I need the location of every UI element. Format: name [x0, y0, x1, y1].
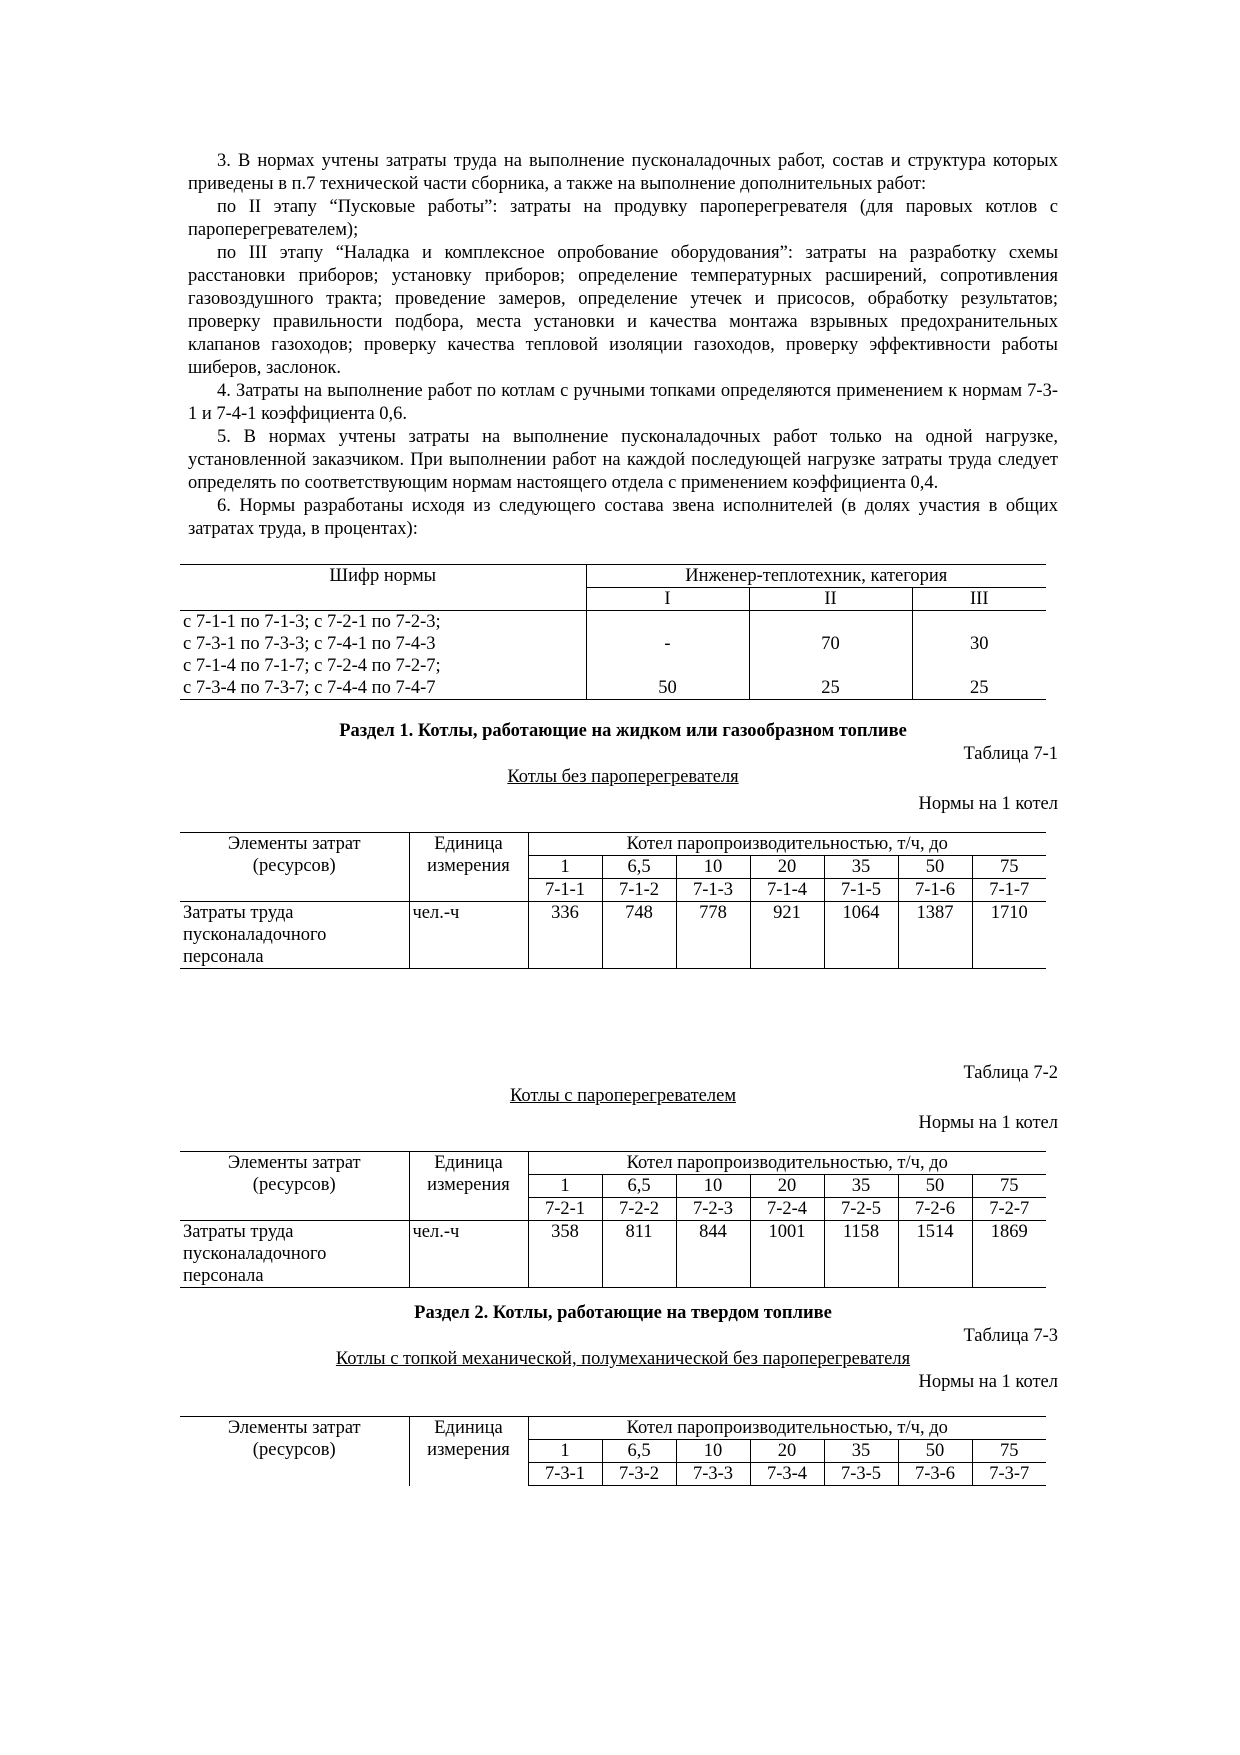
code-cell: 7-1-1 [528, 879, 602, 902]
capacity-cell: 50 [898, 1175, 972, 1198]
column-header-category: III [912, 588, 1046, 611]
paragraph-3: 3. В нормах учтены затраты труда на выполнение пусконаладочных работ, состав и структура которых приведены в п.7 технической части сборника, а также на выполнение дополнительных работ: [188, 151, 1058, 194]
value-cell: 1710 [972, 902, 1046, 969]
code-cell: 7-2-5 [824, 1198, 898, 1221]
capacity-cell: 20 [750, 1440, 824, 1463]
capacity-cell: 1 [528, 1175, 602, 1198]
table-number: Таблица 7-3 [963, 1326, 1058, 1346]
table-row [180, 655, 1046, 700]
code-cell: 7-3-5 [824, 1463, 898, 1486]
header-line: измерения [427, 1440, 510, 1460]
norms-table-7-1 [180, 832, 1046, 969]
capacity-cell: 6,5 [602, 856, 676, 879]
column-header-elements [180, 833, 409, 902]
code-cell: 7-2-2 [602, 1198, 676, 1221]
staff-composition-table [180, 564, 1046, 700]
value-cell: 921 [750, 902, 824, 969]
value-cell: - [586, 611, 749, 656]
value-cell: 358 [528, 1221, 602, 1288]
code-line: с 7-3-1 по 7-3-3; с 7-4-1 по 7-4-3 [183, 634, 436, 654]
value-cell: 70 [749, 611, 912, 656]
value-cell: 811 [602, 1221, 676, 1288]
header-line: Элементы затрат [227, 834, 361, 854]
value-cell: 778 [676, 902, 750, 969]
code-cell: 7-2-4 [750, 1198, 824, 1221]
capacity-cell: 10 [676, 1440, 750, 1463]
value-cell: 336 [528, 902, 602, 969]
value-cell: 748 [602, 902, 676, 969]
row-label-line: Затраты труда [183, 903, 294, 923]
code-cell: 7-1-2 [602, 879, 676, 902]
unit-cell: чел.-ч [409, 902, 528, 969]
code-cell: 7-1-6 [898, 879, 972, 902]
column-header-category: II [749, 588, 912, 611]
value-cell: 25 [912, 655, 1046, 700]
capacity-cell: 50 [898, 1440, 972, 1463]
capacity-cell: 10 [676, 1175, 750, 1198]
table-number: Таблица 7-1 [963, 744, 1058, 764]
capacity-cell: 35 [824, 1440, 898, 1463]
capacity-cell: 75 [972, 1175, 1046, 1198]
header-line: (ресурсов) [252, 1440, 336, 1460]
capacity-cell: 10 [676, 856, 750, 879]
table-header-row [180, 1417, 1046, 1440]
value-cell: 844 [676, 1221, 750, 1288]
header-line: Единица [434, 834, 503, 854]
table-number: Таблица 7-2 [963, 1063, 1058, 1083]
header-line: измерения [427, 1175, 510, 1195]
paragraph-stage-3: по III этапу “Наладка и комплексное опробование оборудования”: затраты на разработку схемы расстановки приборов; установку приборов; определение температурных расширений, сопротивления газовоздушного тракта; проведение замеров, определение утечек и присосов, обработку результатов; проверку правильности подбора, места установки и качества монтажа взрывных предохранительных клапанов газоходов; проверку качества тепловой изоляции газоходов, проверку эффективности работы шиберов, заслонок. [188, 243, 1058, 378]
table-row [180, 902, 1046, 969]
column-header-unit [409, 1152, 528, 1221]
value-cell: 1869 [972, 1221, 1046, 1288]
table-caption-text: Котлы без пароперегревателя [507, 767, 739, 787]
table-caption-text: Котлы с топкой механической, полумеханической без пароперегревателя [335, 1349, 911, 1369]
capacity-cell: 35 [824, 856, 898, 879]
table-header-row [180, 565, 1046, 588]
code-cell: 7-1-3 [676, 879, 750, 902]
value-cell: 1064 [824, 902, 898, 969]
table-caption [188, 1348, 1058, 1371]
code-line: с 7-3-4 по 7-3-7; с 7-4-4 по 7-4-7 [183, 678, 436, 698]
column-header-code: Шифр нормы [329, 566, 437, 586]
row-label-line: пусконаладочного [183, 925, 327, 945]
norms-table-7-2 [180, 1151, 1046, 1288]
code-cell: 7-3-4 [750, 1463, 824, 1486]
row-label-line: Затраты труда [183, 1222, 294, 1242]
header-line: Элементы затрат [227, 1418, 361, 1438]
capacity-cell: 35 [824, 1175, 898, 1198]
value-cell: 1514 [898, 1221, 972, 1288]
norms-label: Нормы на 1 котел [918, 1113, 1058, 1133]
section-2-title: Раздел 2. Котлы, работающие на твердом топливе [414, 1303, 832, 1323]
column-header-elements [180, 1152, 409, 1221]
code-cell: 7-1-5 [824, 879, 898, 902]
code-cell: 7-3-2 [602, 1463, 676, 1486]
column-header-engineer: Инженер-теплотехник, категория [586, 565, 1046, 588]
column-header-category: I [586, 588, 749, 611]
document-page [183, 150, 1058, 1486]
code-cell: 7-2-3 [676, 1198, 750, 1221]
table-caption [188, 766, 1058, 789]
header-line: (ресурсов) [252, 856, 336, 876]
table-header-row [180, 1152, 1046, 1175]
value-cell: 25 [749, 655, 912, 700]
header-line: Элементы затрат [227, 1153, 361, 1173]
capacity-cell: 75 [972, 856, 1046, 879]
paragraph-4: 4. Затраты на выполнение работ по котлам с ручными топками определяются применением к нормам 7-3-1 и 7-4-1 коэффициента 0,6. [188, 381, 1058, 424]
column-header-capacity: Котел паропроизводительностью, т/ч, до [528, 833, 1046, 856]
section-1-title: Раздел 1. Котлы, работающие на жидком или газообразном топливе [339, 721, 907, 741]
capacity-cell: 20 [750, 1175, 824, 1198]
code-cell: 7-3-7 [972, 1463, 1046, 1486]
row-label [180, 1221, 409, 1288]
capacity-cell: 75 [972, 1440, 1046, 1463]
header-line: Единица [434, 1153, 503, 1173]
row-label-line: персонала [183, 947, 264, 967]
code-line: с 7-1-4 по 7-1-7; с 7-2-4 по 7-2-7; [183, 656, 441, 676]
code-cell: 7-1-4 [750, 879, 824, 902]
paragraph-6: 6. Нормы разработаны исходя из следующего состава звена исполнителей (в долях участия в общих затратах труда, в процентах): [188, 496, 1058, 539]
capacity-cell: 50 [898, 856, 972, 879]
norms-label: Нормы на 1 котел [918, 1372, 1058, 1392]
column-header-unit [409, 833, 528, 902]
capacity-cell: 1 [528, 1440, 602, 1463]
value-cell: 1158 [824, 1221, 898, 1288]
code-cell: 7-2-7 [972, 1198, 1046, 1221]
value-cell: 30 [912, 611, 1046, 656]
code-line: с 7-1-1 по 7-1-3; с 7-2-1 по 7-2-3; [183, 612, 441, 632]
code-cell: 7-3-1 [528, 1463, 602, 1486]
code-cell: 7-3-3 [676, 1463, 750, 1486]
capacity-cell: 20 [750, 856, 824, 879]
column-header-capacity: Котел паропроизводительностью, т/ч, до [528, 1152, 1046, 1175]
value-cell: 50 [586, 655, 749, 700]
code-cell [180, 611, 586, 656]
value-cell: 1001 [750, 1221, 824, 1288]
code-cell: 7-3-6 [898, 1463, 972, 1486]
table-caption-text: Котлы с пароперегревателем [509, 1086, 737, 1106]
unit-cell: чел.-ч [409, 1221, 528, 1288]
header-line: измерения [427, 856, 510, 876]
code-cell: 7-2-6 [898, 1198, 972, 1221]
column-header-elements [180, 1417, 409, 1486]
paragraph-5: 5. В нормах учтены затраты на выполнение пусконаладочных работ только на одной нагрузке, установленной заказчиком. При выполнении работ на каждой последующей нагрузке затраты труда следует определять по соответствующим нормам настоящего отдела с применением коэффициента 0,4. [188, 427, 1058, 493]
row-label-line: пусконаладочного [183, 1244, 327, 1264]
paragraph-stage-2: по II этапу “Пусковые работы”: затраты на продувку пароперегревателя (для паровых котлов с пароперегревателем); [188, 197, 1058, 240]
norms-label: Нормы на 1 котел [918, 794, 1058, 814]
code-cell: 7-1-7 [972, 879, 1046, 902]
value-cell: 1387 [898, 902, 972, 969]
column-header-unit [409, 1417, 528, 1486]
table-caption [188, 1085, 1058, 1108]
column-header-capacity: Котел паропроизводительностью, т/ч, до [528, 1417, 1046, 1440]
table-header-row [180, 833, 1046, 856]
code-cell: 7-2-1 [528, 1198, 602, 1221]
table-row [180, 611, 1046, 656]
row-label [180, 902, 409, 969]
norms-table-7-3 [180, 1416, 1046, 1486]
capacity-cell: 6,5 [602, 1440, 676, 1463]
row-label-line: персонала [183, 1266, 264, 1286]
header-line: (ресурсов) [252, 1175, 336, 1195]
capacity-cell: 1 [528, 856, 602, 879]
capacity-cell: 6,5 [602, 1175, 676, 1198]
table-row [180, 1221, 1046, 1288]
header-line: Единица [434, 1418, 503, 1438]
code-cell [180, 655, 586, 700]
